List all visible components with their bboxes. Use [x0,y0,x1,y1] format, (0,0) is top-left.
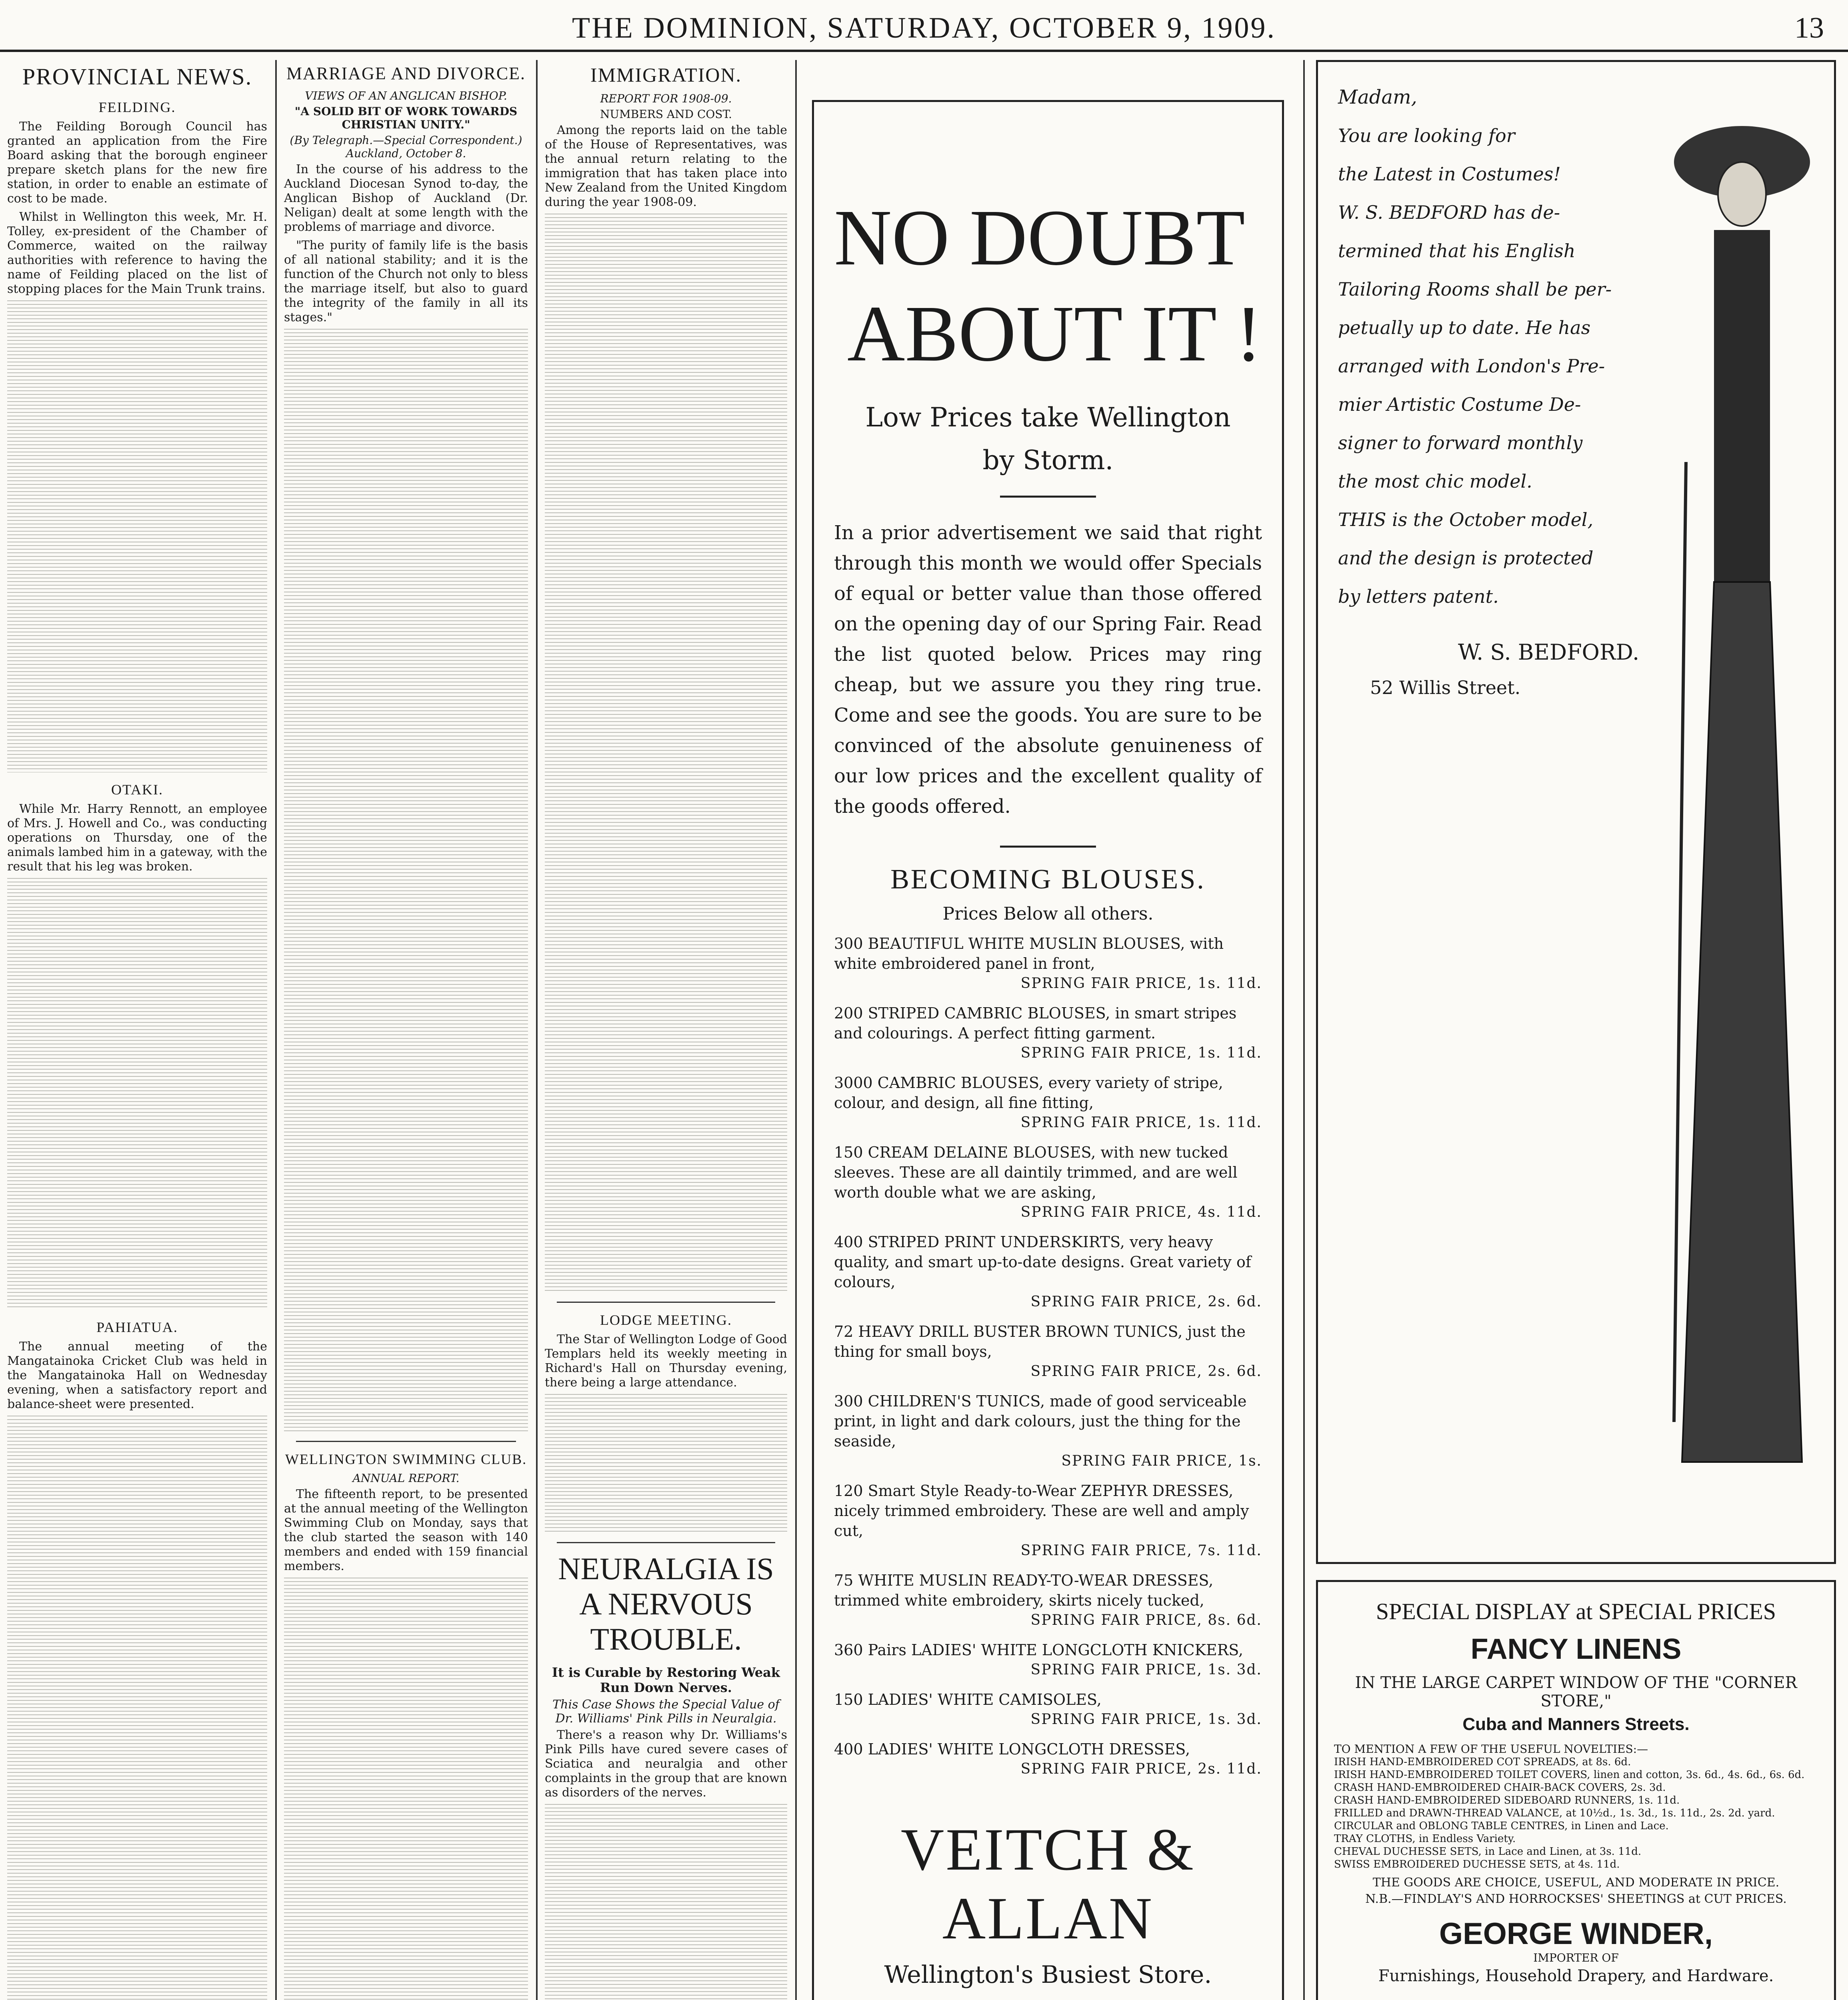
ad-body-line: mier Artistic Costume De- [1338,394,1581,415]
subheading-swimming: WELLINGTON SWIMMING CLUB. [285,1451,527,1467]
ad-item [834,1003,1262,1063]
ad-body-line: Tailoring Rooms shall be per- [1338,278,1612,300]
ad-importer: IMPORTER OF [1533,1951,1619,1964]
ad-item-description: 120 Smart Style Ready-to-Wear ZEPHYR DRESSES, nicely trimmed embroidery. These are well and amply cut, [834,1482,1249,1540]
ad-item [834,1322,1262,1382]
subheading-otaki: OTAKI. [111,782,164,798]
masthead [0,0,1848,52]
ad-body-line: arranged with London's Pre- [1338,355,1605,377]
subheading: NUMBERS AND COST. [600,108,732,121]
column-immigration [538,60,794,2000]
ad-brand-tagline: Wellington's Busiest Store. [884,1961,1212,1989]
subheading: ANNUAL REPORT. [352,1472,460,1485]
ad-section-sub: Prices Below all others. [942,904,1154,924]
ad-body-line: by letters patent. [1338,586,1499,607]
ad-name: W. S. BEDFORD. [1458,640,1640,665]
ad-body-line: and the design is protected [1338,547,1594,569]
ad-mention: TO MENTION A FEW OF THE USEFUL NOVELTIES:— [1334,1742,1648,1756]
ad-item [834,1481,1262,1561]
column-rule [795,60,797,2000]
ad-item [834,1142,1262,1222]
ad-item-price: SPRING FAIR PRICE, 1s. 3d. [1030,1711,1262,1728]
ad-item-description: 400 STRIPED PRINT UNDERSKIRTS, very heavy quality, and smart up-to-date designs. Great variety of colours, [834,1233,1251,1291]
illegible-text-block [284,329,528,1433]
ad-item: TRAY CLOTHS, in Endless Variety. [1334,1833,1516,1845]
ad-item: IRISH HAND-EMBROIDERED TOILET COVERS, linen and cotton, 3s. 6d., 4s. 6d., 6s. 6d. [1334,1769,1805,1781]
ad-body-line: petually up to date. He has [1338,317,1591,338]
ad-item [834,1073,1262,1133]
ad-headline: NO DOUBT [834,194,1245,282]
ad-item [834,1739,1262,1779]
ad-body-line: THIS is the October model, [1338,509,1594,530]
lady-costume-illustration-icon [1658,102,1818,1534]
ad-item: CIRCULAR and OBLONG TABLE CENTRES, in Linen and Lace. [1334,1820,1669,1832]
ad-body-line: the Latest in Costumes! [1338,163,1561,185]
ad-item-price: SPRING FAIR PRICE, 4s. 11d. [1020,1204,1262,1220]
illegible-text-block [545,214,787,1294]
ad-intro: In a prior advertisement we said that right through this month we would offer Specials of equal or better value than those offered on the opening day of our Spring Fair. Read the list quoted below. Prices may ring cheap, but we assure you they ring true. Come and see the goods. You are sure to be convinced of the absolute genuineness of our low prices and the excellent quality of the goods offered. [834,522,1262,818]
ad-item-price: SPRING FAIR PRICE, 1s. 11d. [1020,1114,1262,1131]
divider [296,1441,516,1442]
ad-body-line: You are looking for [1338,125,1515,146]
ad-item [834,934,1262,994]
ad-item-price: SPRING FAIR PRICE, 8s. 6d. [1030,1612,1262,1628]
ad-body-line: signer to forward monthly [1338,432,1583,454]
ad-headline: ABOUT IT ! [847,290,1262,378]
illegible-text-block [7,1416,267,2000]
ad-body-line: termined that his English [1338,240,1576,262]
article-paragraph: Whilst in Wellington this week, Mr. H. Tolley, ex-president of the Chamber of Commerce, waited on the railway authorities with reference to having the name of Feilding placed on the list of stopping places for the Main Trunk trains. [7,210,267,296]
ad-item-price: SPRING FAIR PRICE, 1s. 11d. [1020,975,1262,992]
illegible-text-block [545,1804,787,2000]
column-marriage-divorce [277,60,535,2000]
article-paragraph: The Feilding Borough Council has granted an application from the Fire Board asking that the borough engineer prepare sketch plans for the new fire station, in order to enable an estimate of cost to be made. [7,120,267,206]
ad-section-title: BECOMING BLOUSES. [890,864,1206,895]
ad-tagline: by Storm. [982,445,1114,476]
ad-brand: VEITCH & ALLAN [900,1816,1196,1952]
ad-product: FANCY LINENS [1470,1633,1682,1665]
page-number: 13 [1794,12,1824,44]
ad-item-list [1334,1756,1818,1871]
divider [1000,496,1096,498]
ad-item: FRILLED and DRAWN-THREAD VALANCE, at 10½d., 1s. 3d., 1s. 11d., 2s. 2d. yard. [1334,1807,1775,1819]
ad-item-price: SPRING FAIR PRICE, 2s. 11d. [1020,1761,1262,1777]
masthead-title: THE DOMINION, SATURDAY, OCTOBER 9, 1909. [572,12,1276,44]
column-rule [1303,60,1305,2000]
ad-note: N.B.—FINDLAY'S AND HORROCKSES' SHEETINGS at CUT PRICES. [1365,1892,1787,1906]
subheading-pahiatua: PAHIATUA. [96,1319,178,1335]
ad-body-line: W. S. BEDFORD has de- [1338,202,1560,223]
ad-item-description: 75 WHITE MUSLIN READY-TO-WEAR DRESSES, trimmed white embroidery, skirts nicely tucked, [834,1572,1214,1609]
divider [557,1302,775,1303]
ad-body-line: the most chic model. [1338,470,1532,492]
ad-item: IRISH HAND-EMBROIDERED COT SPREADS, at 8s. 6d. [1334,1756,1631,1768]
ad-salutation: Madam, [1338,86,1417,108]
ad-item: CRASH HAND-EMBROIDERED SIDEBOARD RUNNERS, 1s. 11d. [1334,1794,1680,1806]
ad-item-list [834,934,1262,1779]
article-paragraph: The fifteenth report, to be presented at the annual meeting of the Wellington Swimming Club on Monday, says that the club started the season with 140 members and ended with 159 financial members. [284,1487,528,1573]
veitch-allan-advert [812,100,1284,2000]
article-paragraph: "The purity of family life is the basis of all national stability; and it is the function of the Church not only to bless the marriage itself, but also to guard the integrity of the family in all its stages." [284,238,528,324]
ad-item-description: 300 CHILDREN'S TUNICS, made of good serviceable print, in light and dark colours, just the thing for the seaside, [834,1392,1247,1450]
ad-item-description: 3000 CAMBRIC BLOUSES, every variety of stripe, colour, and design, all fine fitting, [834,1074,1223,1112]
ad-item [834,1640,1262,1680]
ad-item-description: 360 Pairs LADIES' WHITE LONGCLOTH KNICKERS, [834,1641,1244,1659]
ad-item-price: SPRING FAIR PRICE, 1s. 3d. [1030,1662,1262,1678]
ad-note: THE GOODS ARE CHOICE, USEFUL, AND MODERATE IN PRICE. [1372,1876,1780,1890]
ad-item-price: SPRING FAIR PRICE, 2s. 6d. [1030,1363,1262,1380]
ad-item [834,1232,1262,1312]
ad-body [1338,116,1626,616]
ad-item-description: 150 LADIES' WHITE CAMISOLES, [834,1691,1102,1708]
ad-item-description: 150 CREAM DELAINE BLOUSES, with new tucked sleeves. These are all daintily trimmed, and are well worth double what we are asking, [834,1144,1238,1201]
ad-item [834,1570,1262,1630]
ad-location: Cuba and Manners Streets. [1462,1714,1690,1734]
subheading-lodge: LODGE MEETING. [600,1312,732,1328]
neuralgia-subheading: It is Curable by Restoring Weak Run Down Nerves. [552,1665,780,1695]
ad-item: CHEVAL DUCHESSE SETS, in Lace and Linen, at 3s. 11d. [1334,1846,1642,1858]
subheading-feilding: FEILDING. [98,99,176,115]
ad-item-description: 72 HEAVY DRILL BUSTER BROWN TUNICS, just the thing for small boys, [834,1323,1246,1360]
ad-item-description: 300 BEAUTIFUL WHITE MUSLIN BLOUSES, with white embroidered panel in front, [834,935,1224,972]
neuralgia-headline: NEURALGIA IS A NERVOUS TROUBLE. [558,1551,774,1656]
section-heading: MARRIAGE AND DIVORCE. [286,64,526,83]
article-paragraph: The annual meeting of the Mangatainoka Cricket Club was held in the Mangatainoka Hall on Wednesday evening, when a satisfactory report and balance-sheet were presented. [7,1340,267,1411]
neuralgia-subheading: This Case Shows the Special Value of Dr. Williams' Pink Pills in Neuralgia. [552,1698,780,1726]
ad-tagline: Low Prices take Wellington [865,402,1231,433]
illegible-text-block [284,1578,528,2000]
ad-address: 52 Willis Street. [1370,677,1521,698]
divider [1000,846,1096,848]
ad-item: SWISS EMBROIDERED DUCHESSE SETS, at 4s. 11d. [1334,1858,1620,1870]
ad-item-price: SPRING FAIR PRICE, 1s. [1061,1453,1262,1469]
illegible-text-block [7,878,267,1310]
pull-quote: "A SOLID BIT OF WORK TOWARDS CHRISTIAN UNITY." [294,105,518,131]
ad-item-price: SPRING FAIR PRICE, 7s. 11d. [1020,1542,1262,1559]
ad-item-description: 400 LADIES' WHITE LONGCLOTH DRESSES, [834,1740,1190,1758]
ad-title: SPECIAL DISPLAY at SPECIAL PRICES [1376,1598,1776,1624]
section-heading: PROVINCIAL NEWS. [22,64,252,90]
article-paragraph: Among the reports laid on the table of the House of Representatives, was the annual return relating to the immigration that has taken place into New Zealand from the United Kingdom during the year 1908-09. [545,123,787,209]
illegible-text-block [7,300,267,772]
column-provincial-news [0,60,274,2000]
ad-item [834,1690,1262,1730]
bedford-advert [1316,60,1836,1564]
ad-name: GEORGE WINDER, [1439,1917,1713,1951]
ad-item [834,1391,1262,1471]
winder-advert [1316,1580,1836,2000]
divider [557,1542,775,1543]
article-paragraph: There's a reason why Dr. Williams's Pink Pills have cured severe cases of Sciatica and neuralgia and other complaints in the group that are known as disorders of the nerves. [545,1728,787,1800]
subheading: VIEWS OF AN ANGLICAN BISHOP. [305,89,507,102]
byline: (By Telegraph.—Special Correspondent.) Auckland, October 8. [290,134,522,160]
subheading: REPORT FOR 1908-09. [600,92,732,105]
ad-item-price: SPRING FAIR PRICE, 1s. 11d. [1020,1045,1262,1061]
ad-item-price: SPRING FAIR PRICE, 2s. 6d. [1030,1294,1262,1310]
illegible-text-block [545,1394,787,1534]
ad-location: IN THE LARGE CARPET WINDOW OF THE "CORNER STORE," [1355,1674,1797,1710]
ad-item: CRASH HAND-EMBROIDERED CHAIR-BACK COVERS, 2s. 3d. [1334,1782,1666,1794]
ad-item-description: 200 STRIPED CAMBRIC BLOUSES, in smart stripes and colourings. A perfect fitting garment. [834,1004,1237,1042]
ad-trade: Furnishings, Household Drapery, and Hardware. [1378,1967,1774,1985]
article-paragraph: While Mr. Harry Rennott, an employee of Mrs. J. Howell and Co., was conducting operations on Thursday, one of the animals lambed him in a gateway, with the result that his leg was broken. [7,802,267,874]
section-heading: IMMIGRATION. [590,64,742,86]
article-paragraph: The Star of Wellington Lodge of Good Templars held its weekly meeting in Richard's Hall on Thursday evening, there being a large attendance. [545,1332,787,1390]
article-paragraph: In the course of his address to the Auckland Diocesan Synod to-day, the Anglican Bishop of Auckland (Dr. Neligan) dealt at some length with the problems of marriage and divorce. [284,162,528,234]
